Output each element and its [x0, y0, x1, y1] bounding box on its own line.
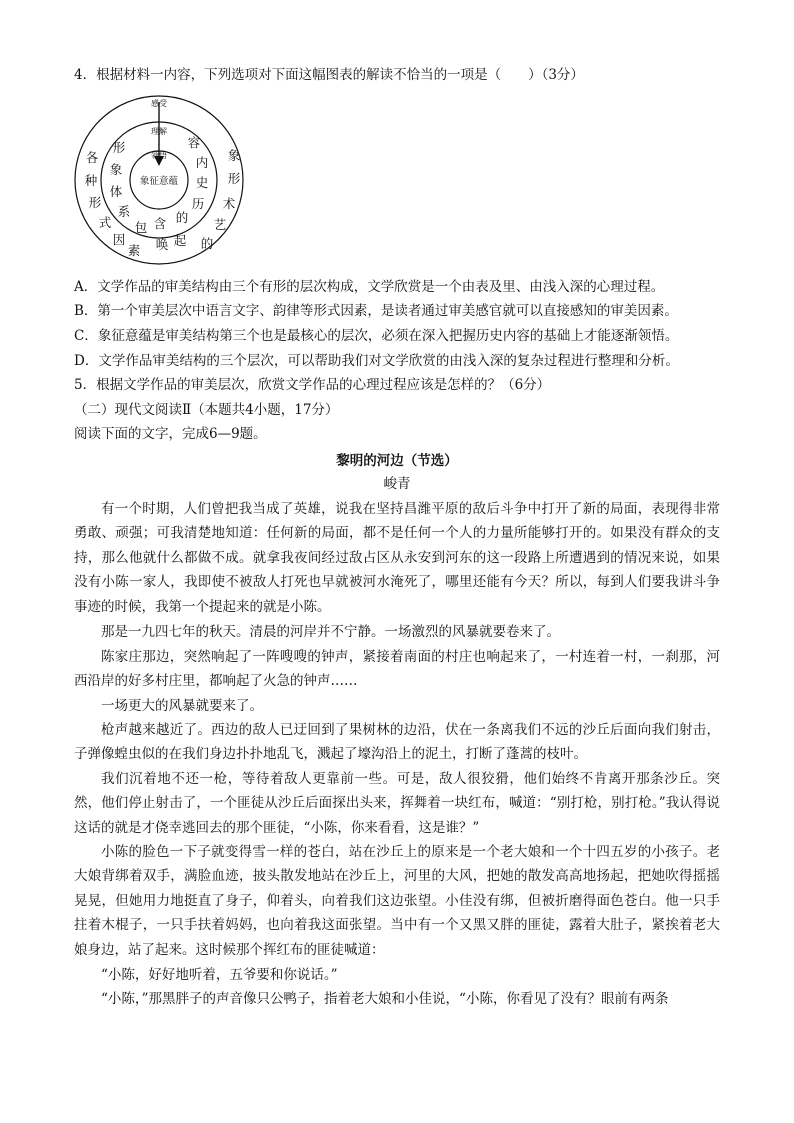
article-paragraph: 枪声越来越近了。西边的敌人已迂回到了果树林的边沿，伏在一条离我们不远的沙丘后面向我们射击，子弹像蝗虫似的在我们身边扑扑地乱飞，溅起了壕沟沿上的泥土，打断了蓬蒿的枝叶。 [74, 722, 720, 763]
article-paragraph: 陈家庄那边，突然响起了一阵嗖嗖的钟声，紧接着南面的村庄也响起来了，一村连着一村，一刹那，河西沿岸的好多村庄里，都响起了火急的钟声…… [74, 649, 720, 690]
middle-ring-char: 系 [117, 204, 131, 219]
outer-ring-char: 种 [84, 173, 98, 188]
middle-ring-char: 象 [109, 162, 123, 177]
arrow-label-understand: 理解 [151, 127, 167, 136]
outer-ring-char: 的 [200, 236, 214, 251]
outer-ring-char: 因 [112, 232, 126, 247]
question-4-stem: 4．根据材料一内容，下列选项对下面这幅图表的解读不恰当的一项是（ ）（3分） [74, 67, 584, 83]
middle-ring-char: 内 [195, 155, 209, 170]
option-d: D．文学作品审美结构的三个层次，可以帮助我们对文学欣赏的由浅入深的复杂过程进行整理和分析。 [74, 353, 679, 369]
article-paragraph: 一场更大的风暴就要来了。 [101, 698, 263, 714]
article-paragraph: 我们沉着地不还一枪，等待着敌人更靠前一些。可是，敌人很狡猾，他们始终不肯离开那条沙丘。突然，他们停止射击了，一个匪徒从沙丘后面探出头来，挥舞着一块红布，喊道：“别打枪，别打枪。”我认得说这话的就是才侥幸逃回去的那个匪徒，“小陈，你来看看，这是谁？” [74, 771, 720, 836]
middle-ring-char: 容 [187, 135, 201, 150]
middle-ring-char: 起 [173, 233, 187, 248]
outer-ring-char: 术 [222, 196, 236, 211]
middle-ring-char: 含 [153, 216, 167, 231]
article-paragraph: “小陈，好好地听着，五爷要和你说话。” [101, 967, 338, 983]
outer-ring-char: 形 [227, 171, 241, 186]
outer-ring-char: 各 [85, 150, 99, 165]
article-paragraph: 那是一九四七年的秋天。清晨的河岸并不宁静。一场激烈的风暴就要卷来了。 [101, 624, 560, 640]
middle-ring-char: 唤 [155, 237, 169, 252]
middle-ring-char: 体 [109, 184, 123, 199]
aesthetic-structure-diagram [74, 92, 260, 268]
outer-ring-char: 式 [98, 215, 112, 230]
middle-ring-char: 包 [134, 220, 148, 235]
option-a: A．文学作品的审美结构由三个有形的层次构成，文学欣赏是一个由表及里、由浅入深的心理过程。 [74, 279, 665, 295]
center-label: 象征意蕴 [139, 176, 179, 187]
arrow-label-comprehend: 领悟 [151, 151, 167, 160]
article-paragraph: 小陈的脸色一下子就变得雪一样的苍白，站在沙丘上的原来是一个老大娘和一个十四五岁的小孩子。老大娘背绑着双手，满脸血迹，披头散发地站在沙丘上，河里的大风，把她的散发高高地扬起，把她吹得摇摇晃晃，但她用力地挺直了身子，仰着头，向着我们这边张望。小佳没有绑，但被折磨得面色苍白。他一只手拄着木棍子，一只手扶着妈妈，也向着我这面张望。当中有一个又黑又胖的匪徒，露着大肚子，紧挨着老大娘身边，站了起来。这时候那个挥红布的匪徒喊道： [74, 844, 720, 958]
question-5: 5．根据文学作品的审美层次，欣赏文学作品的心理过程应该是怎样的？（6分） [74, 377, 551, 393]
section-heading: （二）现代文阅读Ⅱ（本题共4小题，17分） [74, 402, 339, 418]
arrow-label-feel: 感受 [151, 99, 167, 108]
middle-ring-char: 的 [175, 210, 189, 225]
article-paragraph: “小陈，”那黑胖子的声音像只公鸭子，指着老大娘和小佳说，“小陈，你看见了没有？眼前有两条 [101, 991, 669, 1007]
article-paragraph: 有一个时期，人们曾把我当成了英雄，说我在坚持昌潍平原的敌后斗争中打开了新的局面，表现得非常勇敢、顽强；可我清楚地知道：任何新的局面，都不是任何一个人的力量所能够打开的。如果没有群众的支持，那么他就什么都做不成。就拿我夜间经过敌占区从永安到河东的这一段路上所遭遇到的情况来说，如果没有小陈一家人，我即使不被敌人打死也早就被河水淹死了，哪里还能有今天？所以，每到人们要我讲斗争事迹的时候，我第一个提起来的就是小陈。 [74, 501, 720, 615]
outer-ring-char: 象 [227, 148, 241, 163]
outer-ring-char: 形 [88, 195, 102, 210]
middle-ring-char: 形 [112, 140, 126, 155]
option-b: B．第一个审美层次中语言文字、韵律等形式因素，是读者通过审美感官就可以直接感知的审美因素。 [74, 303, 678, 319]
middle-ring-char: 历 [191, 196, 205, 211]
middle-ring-char: 史 [195, 175, 209, 190]
reading-instruction: 阅读下面的文字，完成6—9题。 [74, 426, 267, 442]
outer-ring-char: 素 [127, 243, 141, 258]
article-title: 黎明的河边（节选） [336, 453, 458, 469]
option-c: C．象征意蕴是审美结构第三个也是最核心的层次，必须在深入把握历史内容的基础上才能逐渐领悟。 [74, 328, 679, 344]
article-author: 峻青 [383, 476, 411, 492]
outer-ring-char: 艺 [213, 217, 227, 232]
